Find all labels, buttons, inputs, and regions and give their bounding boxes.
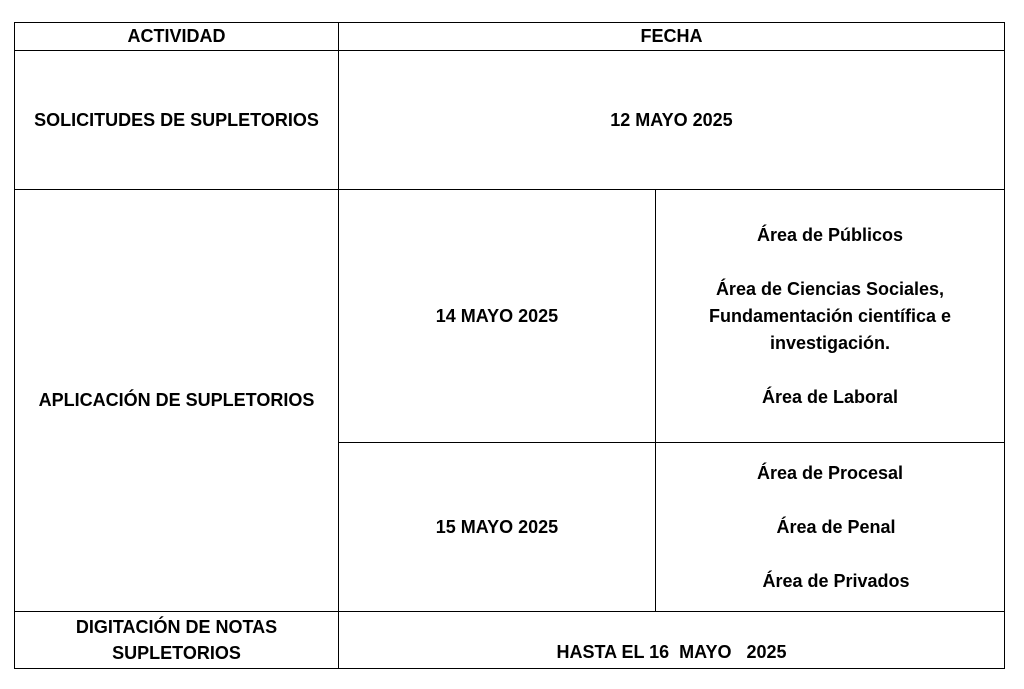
area-procesal: Área de Procesal bbox=[756, 462, 904, 483]
activity-digitacion-line1: DIGITACIÓN DE NOTAS bbox=[75, 617, 278, 637]
date-aplicacion-day2-label: 15 MAYO 2025 bbox=[435, 516, 559, 537]
activity-aplicacion bbox=[14, 189, 339, 612]
date-aplicacion-day1-label: 14 MAYO 2025 bbox=[435, 305, 559, 326]
header-actividad-label: ACTIVIDAD bbox=[127, 26, 226, 46]
header-fecha bbox=[338, 22, 1005, 51]
date-aplicacion-day2 bbox=[338, 442, 656, 612]
activity-solicitudes bbox=[14, 50, 339, 190]
areas-day1 bbox=[655, 189, 1005, 443]
activity-aplicacion-label: APLICACIÓN DE SUPLETORIOS bbox=[38, 390, 315, 410]
area-ciencias-sociales: Área de Ciencias Sociales, bbox=[715, 278, 945, 299]
date-digitacion-label: HASTA EL 16 MAYO 2025 bbox=[556, 642, 787, 662]
area-laboral: Área de Laboral bbox=[761, 386, 899, 407]
activity-digitacion-line2: SUPLETORIOS bbox=[112, 643, 241, 663]
date-digitacion bbox=[338, 611, 1005, 669]
date-solicitudes bbox=[338, 50, 1005, 190]
date-aplicacion-day1 bbox=[338, 189, 656, 443]
areas-day2 bbox=[655, 442, 1005, 612]
header-fecha-label: FECHA bbox=[640, 26, 703, 46]
area-publicos: Área de Públicos bbox=[756, 224, 904, 245]
area-investigacion: investigación. bbox=[769, 332, 891, 353]
area-penal: Área de Penal bbox=[776, 516, 896, 537]
area-privados: Área de Privados bbox=[762, 570, 910, 591]
area-fundamentacion: Fundamentación científica e bbox=[708, 305, 952, 326]
header-actividad bbox=[14, 22, 339, 51]
activity-digitacion bbox=[14, 611, 339, 669]
date-solicitudes-label: 12 MAYO 2025 bbox=[610, 109, 733, 130]
activity-solicitudes-label: SOLICITUDES DE SUPLETORIOS bbox=[34, 109, 319, 130]
